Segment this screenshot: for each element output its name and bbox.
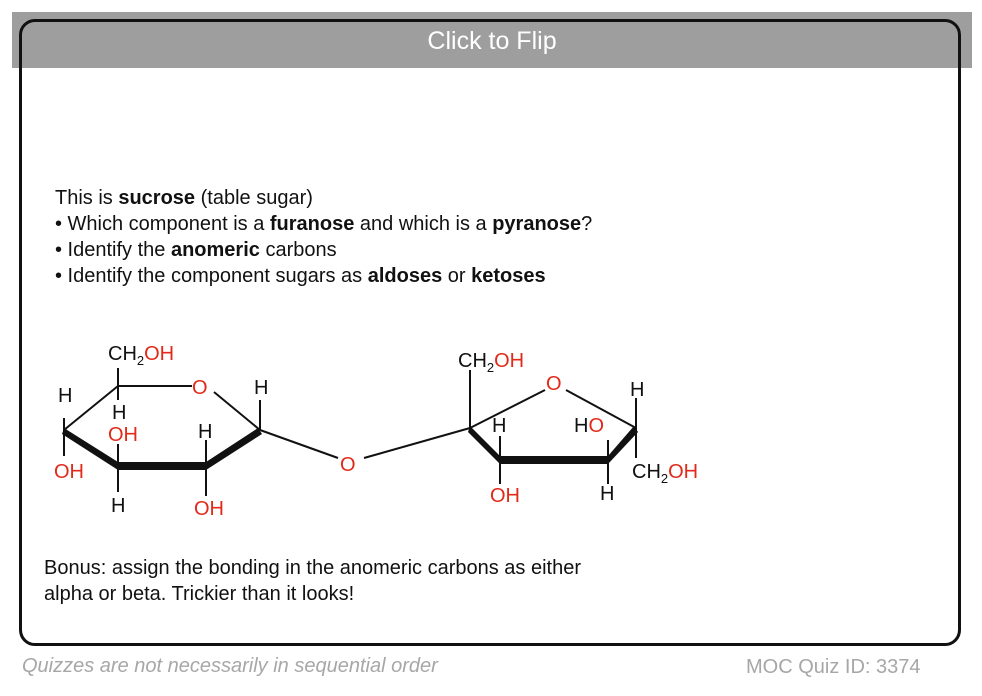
bonus-line-2: alpha or beta. Trickier than it looks! bbox=[44, 583, 355, 605]
pyranose-c5-h: H bbox=[112, 402, 127, 424]
pyranose-c3-h: H bbox=[111, 495, 126, 517]
pyranose-c4-h: H bbox=[58, 385, 73, 407]
pyranose-bottom-bond bbox=[118, 462, 206, 470]
sequence-note: Quizzes are not necessarily in sequential order bbox=[22, 655, 438, 677]
pyranose-c2-oh: OH bbox=[194, 498, 224, 520]
pyranose-ring-oxygen: O bbox=[192, 377, 208, 399]
question-bullet-3: • Identify the component sugars as aldoses or ketoses bbox=[55, 265, 546, 287]
glycosidic-oxygen: O bbox=[340, 454, 356, 476]
furanose-c5-h: H bbox=[630, 379, 645, 401]
bonus-line-1: Bonus: assign the bonding in the anomeric carbons as either bbox=[44, 557, 582, 579]
question-bullet-1: • Which component is a furanose and which is a pyranose? bbox=[55, 213, 593, 235]
pyranose-c4-oh: OH bbox=[54, 461, 84, 483]
furanose-bottom-bond bbox=[500, 456, 608, 464]
furanose-c3-oh: OH bbox=[490, 485, 520, 507]
pyranose-c3-oh: OH bbox=[108, 424, 138, 446]
pyranose-term: pyranose bbox=[492, 213, 582, 235]
question-bullet-2: • Identify the anomeric carbons bbox=[55, 239, 337, 261]
furanose-ring-oxygen: O bbox=[546, 373, 562, 395]
question-line-1: This is sucrose (table sugar) bbox=[55, 187, 313, 209]
pyranose-right-bond bbox=[206, 428, 262, 470]
pyranose-c2-h: H bbox=[198, 421, 213, 443]
pyranose-ch2-label: $CH_2OH$ bbox=[108, 343, 175, 368]
furanose-c4-h: H bbox=[600, 483, 615, 505]
sucrose-term: sucrose bbox=[118, 187, 196, 209]
aldoses-term: aldoses bbox=[367, 265, 443, 287]
furanose-c4-ho: HO bbox=[574, 415, 605, 437]
click-to-flip-button[interactable]: Click to Flip bbox=[427, 27, 557, 55]
furanose-c3-h: H bbox=[492, 415, 507, 437]
anomeric-term: anomeric bbox=[170, 239, 260, 261]
pyranose-anomeric-h: H bbox=[254, 377, 269, 399]
furanose-c6-label: $CH_2OH$ bbox=[632, 461, 699, 486]
quiz-id: MOC Quiz ID: 3374 bbox=[746, 656, 921, 678]
furanose-right-bond bbox=[608, 426, 638, 464]
furanose-ch2-label: $CH_2OH$ bbox=[458, 350, 525, 375]
furanose-term: furanose bbox=[269, 213, 355, 235]
bonus-question bbox=[44, 555, 744, 607]
ketoses-term: ketoses bbox=[471, 265, 546, 287]
